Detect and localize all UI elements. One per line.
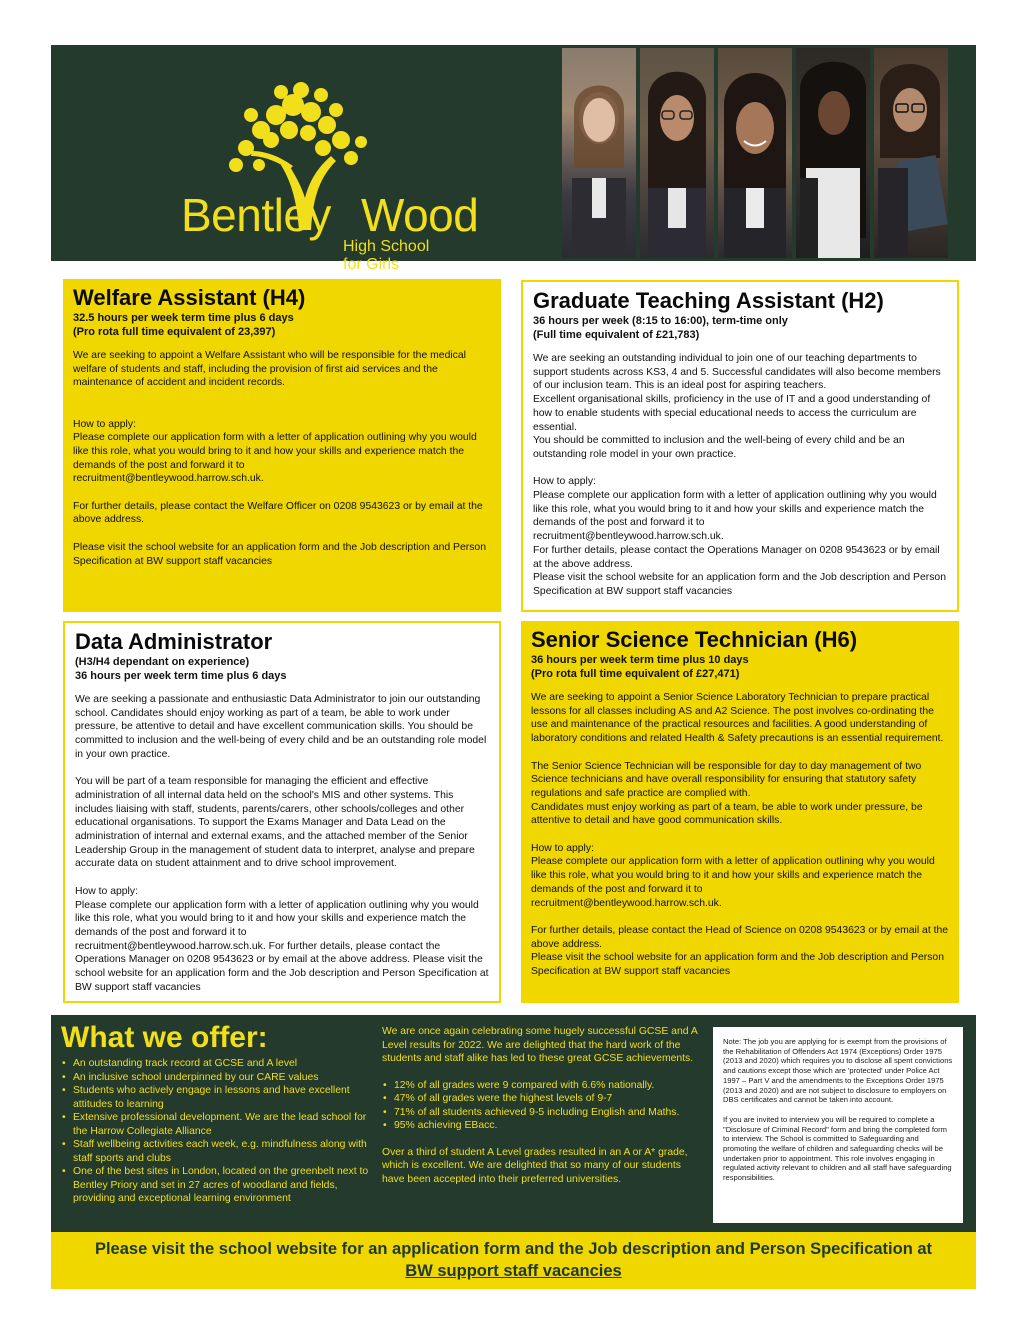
- job-title: Welfare Assistant (H4): [73, 285, 306, 310]
- job-description: We are seeking a passionate and enthusiastic Data Administrator to join our outstanding school. Candidates should enjoy working as part of a team, be able to work under pressure, be attentive to detail and have excellent communication skills. You should be committed to inclusion and the well-being of every child and be an outstanding role model in your own practice. You will be part of a team responsible for managing the efficient and effective administration of all internal data held on the school's MIS and other systems. This includes liaising with staff, students, parents/carers, other schools/colleges and other educational organisations. To support the Exams Manager and Data Lead on the administration of internal and external exams, and the attached member of the Senior Leadership Group in the management of student data to interpret, analyse and prepare accurate data on student attainment and to drive school improvement. How to apply: Please complete our application form with a letter of application outlining why you would like this role, what you would bring to it and how your skills and experience match the demands of the post and forward it to recruitment@bentleywood.harrow.sch.uk. For further details, please contact the Operations Manager on 0208 9543623 or by email at the above address. Please visit the school website for an application form and the Job description and Person Specification at BW support staff vacancies: [75, 694, 489, 993]
- job-salary: (Pro rota full time equivalent of £27,471): [531, 668, 740, 680]
- logo-subtitle: High School for Girls: [343, 238, 430, 273]
- job-panel-senior-science-technician: [521, 621, 959, 1003]
- job-title: Graduate Teaching Assistant (H2): [533, 288, 884, 313]
- student-photos: [562, 48, 948, 258]
- logo-word-right: Wood: [361, 189, 479, 241]
- note-safeguarding: If you are invited to interview you will be required to complete a "Disclosure of Criminal Record" form and bring the completed form to interview. The School is committed to Safeguarding and promoting the welfare of children and safeguarding checks will be undertaken prior to appointment. This role involves engaging in regulated activity relevant to children and all staff have safeguarding responsibilities.: [723, 1114, 952, 1183]
- job-hours: 36 hours per week term time plus 6 days: [75, 670, 287, 682]
- list-item: • 71% of all students achieved 9-5 including English and Maths.: [382, 1106, 704, 1120]
- job-hours: 36 hours per week term time plus 10 days: [531, 654, 749, 666]
- footer-banner: [51, 1232, 976, 1289]
- job-hours: 32.5 hours per week term time plus 6 days: [73, 312, 294, 324]
- vacancy-flyer: [51, 45, 976, 1290]
- student-photo: [562, 48, 636, 258]
- results-outro: Over a third of student A Level grades resulted in an A or A* grade, which is excellent. We are delighted that so many of our students have been accepted into their preferred universities.: [382, 1146, 688, 1185]
- safeguarding-note: [713, 1027, 963, 1223]
- footer-text: Please visit the school website for an application form and the Job description and Person Specification at: [94, 1240, 933, 1258]
- header-banner: [51, 45, 976, 273]
- job-salary: (Pro rota full time equivalent of 23,397): [73, 326, 276, 338]
- job-description: We are seeking to appoint a Senior Science Laboratory Technician to prepare practical lessons for all classes including AS and A2 Science. The post involves co-ordinating the use and maintenance of the practical resources and facilities. A good understanding of laboratory conditions and related Health & Safety precautions is an essential requirement. The Senior Science Technician will be responsible for day to day management of two Science technicians and have overall responsibility for ensuring that statutory safety regulations and safe practice are complied with. Candidates must enjoy working as part of a team, be able to work under pressure, be attentive to detail and have good communication skills. How to apply: Please complete our application form with a letter of application outlining why you would like this role, what you would bring to it and how your skills and experience match the demands of the post and forward it to recruitment@bentleywood.harrow.sch.uk. For further details, please contact the Head of Science on 0208 9543623 or by email at the above address. Please visit the school website for an application form and the Job description and Person Specification at BW support staff vacancies: [531, 692, 949, 978]
- list-item: • 12% of all grades were 9 compared with 6.6% nationally.: [382, 1079, 704, 1093]
- results-intro: We are once again celebrating some hugely successful GCSE and A Level results for 2022. We are delighted that the hard work of the students and staff alike has led to these great GCSE achievements.: [382, 1026, 698, 1064]
- job-panel-graduate-teaching-assistant: [521, 280, 959, 612]
- logo-word-left: Bentley: [181, 189, 331, 241]
- what-we-offer-section: [51, 1015, 976, 1232]
- results-list: [382, 1079, 704, 1133]
- job-panel-welfare-assistant: [63, 279, 501, 612]
- offer-title: What we offer:: [61, 1021, 268, 1054]
- job-panel-data-administrator: [63, 621, 501, 1003]
- vacancies-link[interactable]: BW support staff vacancies: [405, 1262, 622, 1280]
- student-photo: [874, 48, 948, 258]
- list-item: • 47% of all grades were the highest levels of 9-7: [382, 1092, 704, 1106]
- list-item: • An outstanding track record at GCSE and A level: [61, 1057, 371, 1071]
- student-photo: [796, 48, 870, 258]
- list-item: • Staff wellbeing activities each week, e.g. mindfulness along with staff sports and clubs: [61, 1138, 371, 1165]
- list-item: • Students who actively engage in lessons and have excellent attitudes to learning: [61, 1084, 371, 1111]
- list-item: • 95% achieving EBacc.: [382, 1119, 704, 1133]
- school-logo: [111, 70, 479, 273]
- results-column: [382, 1025, 704, 1186]
- note-exemption: Note: The job you are applying for is exempt from the provisions of the Rehabilitation of Offenders Act 1974 (Exceptions) Order 1975 (2013 and 2020) which requires you to disclose all spent convictions and cautions except those which are 'protected' under Police Act 1997 – Part V and the amendments to the Exceptions Order 1975 (2013 and 2020) and are not subject to disclosure to employers on DBS certificates and cannot be taken into account.: [723, 1037, 953, 1105]
- student-photo: [718, 48, 792, 258]
- student-photo: [640, 48, 714, 258]
- job-salary: (Full time equivalent of £21,783): [533, 329, 700, 341]
- job-grade: (H3/H4 dependant on experience): [75, 656, 250, 668]
- job-title: Senior Science Technician (H6): [531, 627, 858, 652]
- list-item: • An inclusive school underpinned by our CARE values: [61, 1071, 371, 1085]
- job-hours: 36 hours per week (8:15 to 16:00), term-time only: [533, 315, 788, 327]
- job-description: We are seeking an outstanding individual to join one of our teaching departments to support students across KS3, 4 and 5. Successful candidates will also become members of our inclusion team. This is an ideal post for aspiring teachers. Excellent organisational skills, proficiency in the use of IT and a good understanding of how to enable students with special educational needs to access the curriculum are essential. You should be committed to inclusion and the well-being of every child and be an outstanding role model in your own practice. How to apply: Please complete our application form with a letter of application outlining why you would like this role, what you would bring to it and how your skills and experience match the demands of the post and forward it to recruitment@bentleywood.harrow.sch.uk. For further details, please contact the Operations Manager on 0208 9543623 or by email at the above address. Please visit the school website for an application form and the Job description and Person Specification at BW support staff vacancies: [533, 353, 946, 597]
- offer-list: [61, 1057, 371, 1206]
- job-description: We are seeking to appoint a Welfare Assistant who will be responsible for the medical welfare of students and staff, including the provision of first aid services and the maintenance of accident and incident records. How to apply: Please complete our application form with a letter of application outlining why you would like this role, what you would bring to it and how your skills and experience match the demands of the post and forward it to recruitment@bentleywood.harrow.sch.uk. For further details, please contact the Welfare Officer on 0208 9543623 or by email at the above address. Please visit the school website for an application form and the Job description and Person Specification at BW support staff vacancies: [73, 350, 486, 567]
- list-item: • Extensive professional development. We are the lead school for the Harrow Collegiate Alliance: [61, 1111, 371, 1138]
- list-item: • One of the best sites in London, located on the greenbelt next to Bentley Priory and set in 27 acres of woodland and fields, providing and exceptional learning environment: [61, 1165, 371, 1206]
- job-title: Data Administrator: [75, 629, 273, 654]
